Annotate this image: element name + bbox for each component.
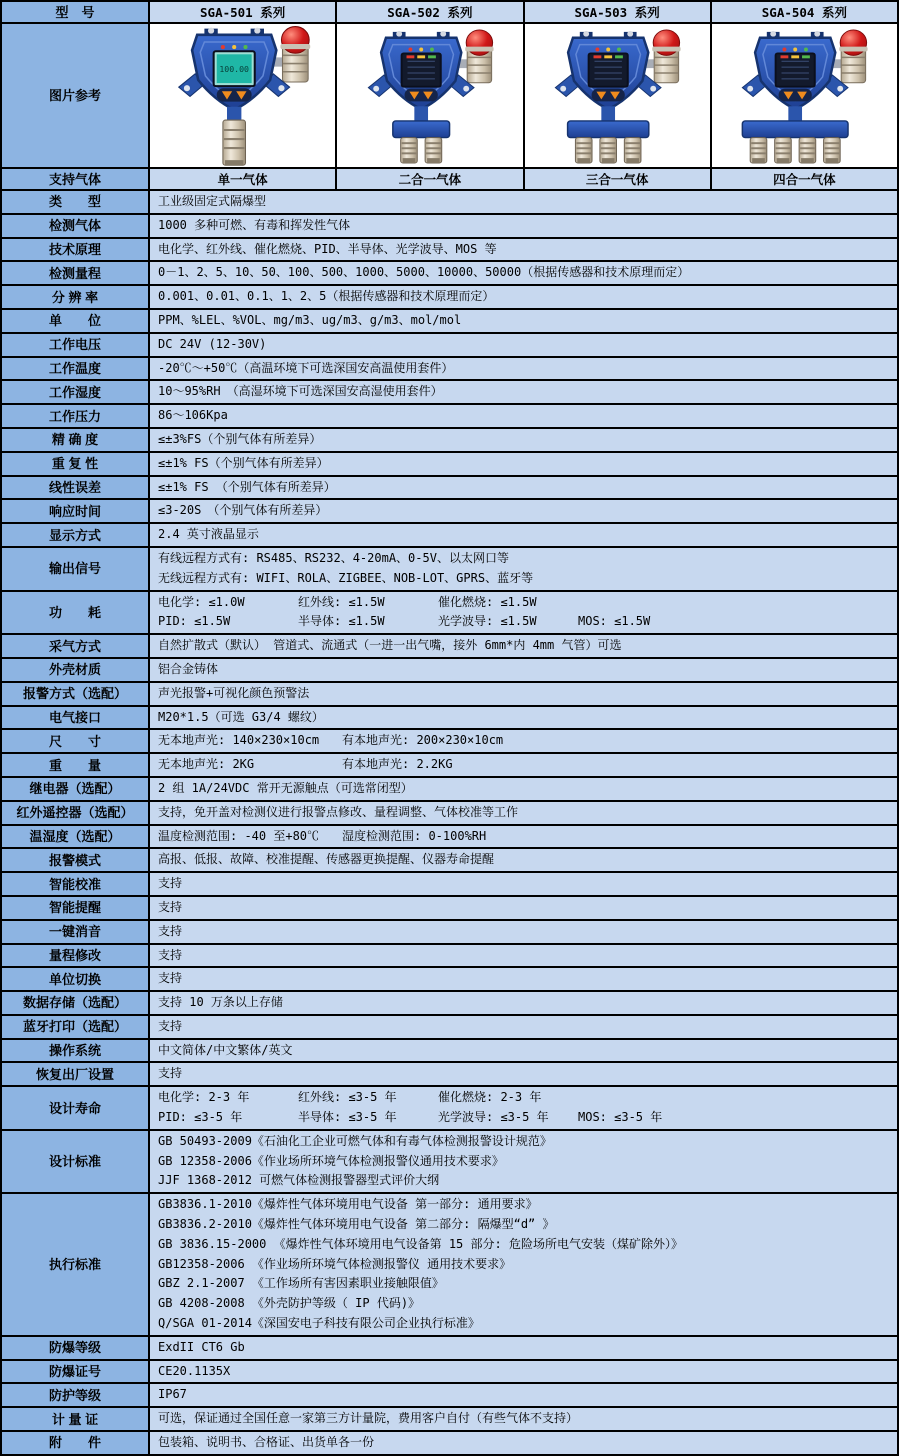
row-label: 防爆等级: [2, 1337, 150, 1359]
model-header-sga-504: SGA-504 系列: [761, 5, 847, 20]
photo-row: [2, 24, 897, 169]
value-line: 高报、低报、故障、校准提醒、传感器更换提醒、仪器寿命提醒: [158, 852, 495, 867]
row-label: 防爆证号: [2, 1361, 150, 1383]
value-segment: 半导体: ≤3-5 年: [298, 1110, 397, 1125]
value-segment: 红外线: ≤3-5 年: [298, 1090, 397, 1105]
value-segment: MOS: ≤1.5W: [578, 614, 651, 629]
row-value: [150, 1432, 897, 1454]
value-line: ≤±3%FS（个别气体有所差异）: [158, 431, 322, 446]
row-label-photo: 图片参考: [2, 24, 150, 167]
value-line: JJF 1368-2012 可燃气体检测报警器型式评价大纲: [158, 1173, 440, 1188]
value-segment: PID: ≤1.5W: [158, 614, 231, 629]
row-label: 设计寿命: [2, 1087, 150, 1129]
value-line: 0－1、2、5、10、50、100、500、1000、5000、10000、50000（根据传感器和技术原理而定）: [158, 265, 690, 280]
row-value: [150, 310, 897, 332]
value-line: 支持，免开盖对检测仪进行报警点修改、量程调整、气体校准等工作: [158, 804, 519, 819]
value-segment: 湿度检测范围: 0-100%RH: [342, 828, 487, 843]
device-image-sga-503: [526, 25, 708, 166]
row-value: [150, 334, 897, 356]
row-value: [150, 1194, 897, 1335]
spec-row: [2, 635, 897, 659]
value-segment: 温度检测范围: -40 至+80℃: [158, 828, 320, 843]
row-value: [150, 921, 897, 943]
spec-row: [2, 524, 897, 548]
row-label: 量程修改: [2, 945, 150, 967]
value-line: GB3836.1-2010《爆炸性气体环境用电气设备 第一部分: 通用要求》: [158, 1197, 538, 1212]
gas-type-2: 二合一气体: [337, 169, 524, 189]
gas-type-4: 四合一气体: [773, 172, 836, 187]
value-line: 支持: [158, 971, 183, 986]
device-image-sga-501: [152, 25, 334, 166]
device-image-sga-504: [713, 25, 895, 166]
row-value: [150, 754, 897, 776]
gas-type-1: 单一气体: [150, 169, 337, 189]
row-label: 线性误差: [2, 477, 150, 499]
spec-row: [2, 1194, 897, 1337]
value-line: 0.001、0.01、0.1、1、2、5（根据传感器和技术原理而定）: [158, 289, 495, 304]
value-line: 支持: [158, 1066, 183, 1081]
row-label: 重 量: [2, 754, 150, 776]
spec-row: [2, 992, 897, 1016]
value-line: GBZ 2.1-2007 《工作场所有害因素职业接触限值》: [158, 1276, 444, 1291]
value-line: 有线远程方式有: RS485、RS232、4-20mA、0-5V、以太网口等: [158, 550, 509, 565]
value-line: 工业级固定式隔爆型: [158, 194, 267, 208]
value-line: 自然扩散式（默认） 管道式、流通式（一进一出气嘴，接外 6mm*内 4mm 气管）可选: [158, 638, 622, 653]
value-line: GB 12358-2006《作业场所环境气体检测报警仪通用技术要求》: [158, 1153, 504, 1168]
value-line: CE20.1135X: [158, 1363, 231, 1378]
row-label: 继电器（选配）: [2, 778, 150, 800]
spec-row: [2, 358, 897, 382]
device-photo-1: [150, 24, 337, 167]
value-line: 支持: [158, 876, 183, 891]
row-label: 报警模式: [2, 849, 150, 871]
value-segment: 电化学: 2-3 年: [158, 1090, 250, 1105]
value-segment: PID: ≤3-5 年: [158, 1110, 243, 1125]
model-header-sga-503: SGA-503 系列: [525, 2, 712, 22]
row-label: 工作压力: [2, 405, 150, 427]
row-value: [150, 524, 897, 546]
row-value: [150, 1131, 897, 1192]
row-label: 功 耗: [2, 592, 150, 634]
row-value: [150, 477, 897, 499]
gas-row: [2, 169, 897, 191]
spec-row: [2, 1361, 897, 1385]
spec-row: [2, 897, 897, 921]
row-label: 单 位: [2, 310, 150, 332]
row-label-gas: 支持气体: [2, 169, 150, 189]
spec-row: [2, 453, 897, 477]
row-value: [150, 873, 897, 895]
value-line: 支持: [158, 947, 183, 962]
spec-row: [2, 683, 897, 707]
row-value: [150, 453, 897, 475]
row-label: 工作温度: [2, 358, 150, 380]
value-line: [158, 731, 891, 751]
row-value: [150, 429, 897, 451]
row-label: 检测气体: [2, 215, 150, 237]
value-line: GB12358-2006 《作业场所环境气体检测报警仪 通用技术要求》: [158, 1256, 512, 1271]
model-header-sga-502: SGA-502 系列: [337, 2, 524, 22]
device-photo-2: [337, 24, 524, 167]
row-value: [150, 1361, 897, 1383]
row-label: 分 辨 率: [2, 286, 150, 308]
row-value: [150, 849, 897, 871]
row-label: 外壳材质: [2, 659, 150, 681]
value-line: 1000 多种可燃、有毒和挥发性气体: [158, 217, 351, 232]
value-line: ≤±1% FS（个别气体有所差异）: [158, 455, 329, 470]
row-value: [150, 358, 897, 380]
value-segment: 无本地声光: 2KG: [158, 757, 255, 772]
spec-row: [2, 968, 897, 992]
value-line: [158, 593, 891, 613]
value-line: [158, 612, 891, 632]
device-photo-3: [525, 24, 712, 167]
value-segment: 有本地声光: 200×230×10cm: [342, 733, 504, 748]
device-image-sga-502: [339, 25, 521, 166]
value-line: 支持: [158, 1018, 183, 1033]
row-value: [150, 191, 897, 213]
value-line: 2.4 英寸液晶显示: [158, 527, 259, 542]
spec-row: [2, 849, 897, 873]
row-value: [150, 381, 897, 403]
row-label: 计 量 证: [2, 1408, 150, 1430]
value-line: PPM、%LEL、%VOL、mg/m3、ug/m3、g/m3、mol/mol: [158, 312, 462, 327]
value-line: 铝合金铸体: [158, 661, 219, 676]
row-label: 采气方式: [2, 635, 150, 657]
row-label: 操作系统: [2, 1040, 150, 1062]
row-value: [150, 826, 897, 848]
value-segment: 催化燃烧: 2-3 年: [438, 1090, 542, 1105]
value-segment: 红外线: ≤1.5W: [298, 594, 385, 609]
row-label: 恢复出厂设置: [2, 1063, 150, 1085]
row-value: [150, 1384, 897, 1406]
value-line: 可选，保证通过全国任意一家第三方计量院，费用客户自付（有些气体不支持）: [158, 1411, 579, 1426]
value-segment: 无本地声光: 140×230×10cm: [158, 733, 320, 748]
spec-row: [2, 1432, 897, 1456]
spec-row: [2, 754, 897, 778]
gas-type-3: 三合一气体: [525, 169, 712, 189]
value-line: 电化学、红外线、催化燃烧、PID、半导体、光学波导、MOS 等: [158, 241, 497, 256]
spec-row: [2, 500, 897, 524]
row-value: [150, 1016, 897, 1038]
row-value: [150, 945, 897, 967]
spec-row: [2, 945, 897, 969]
row-label: 设计标准: [2, 1131, 150, 1192]
spec-row: [2, 1040, 897, 1064]
row-label: 尺 寸: [2, 730, 150, 752]
row-label: 一键消音: [2, 921, 150, 943]
row-value: [150, 659, 897, 681]
value-line: IP67: [158, 1387, 187, 1402]
row-label: 数据存储（选配）: [2, 992, 150, 1014]
spec-row: [2, 826, 897, 850]
spec-row: [2, 381, 897, 405]
row-label: 类 型: [2, 191, 150, 213]
spec-row: [2, 548, 897, 592]
value-segment: 电化学: ≤1.0W: [158, 594, 245, 609]
spec-row: [2, 921, 897, 945]
spec-row: [2, 707, 897, 731]
model-header-row: [2, 2, 897, 24]
row-label: 响应时间: [2, 500, 150, 522]
row-label: 防护等级: [2, 1384, 150, 1406]
row-value: [150, 215, 897, 237]
value-segment: 光学波导: ≤3-5 年: [438, 1110, 549, 1125]
spec-row: [2, 286, 897, 310]
value-segment: 有本地声光: 2.2KG: [342, 757, 453, 772]
value-line: 支持: [158, 923, 183, 938]
spec-row: [2, 334, 897, 358]
value-segment: 催化燃烧: ≤1.5W: [438, 594, 537, 609]
value-line: ≤±1% FS （个别气体有所差异）: [158, 479, 336, 494]
spec-row: [2, 1063, 897, 1087]
row-value: [150, 730, 897, 752]
row-value: [150, 1337, 897, 1359]
value-line: 无线远程方式有: WIFI、ROLA、ZIGBEE、NOB-LOT、GPRS、蓝牙等: [158, 570, 534, 585]
value-line: GB 3836.15-2000 《爆炸性气体环境用电气设备第 15 部分: 危险场所电气安装（煤矿除外）》: [158, 1236, 683, 1251]
spec-rows: [2, 191, 897, 1456]
row-label: 工作湿度: [2, 381, 150, 403]
model-header-sga-501: SGA-501 系列: [150, 2, 337, 22]
spec-row: [2, 239, 897, 263]
value-line: Q/SGA 01-2014《深国安电子科技有限公司企业执行标准》: [158, 1316, 480, 1331]
value-line: GB 4208-2008 《外壳防护等级（ IP 代码)》: [158, 1296, 421, 1311]
value-segment: 半导体: ≤1.5W: [298, 614, 385, 629]
row-value: [150, 286, 897, 308]
value-segment: 光学波导: ≤1.5W: [438, 614, 537, 629]
row-value: [150, 802, 897, 824]
row-value: [150, 262, 897, 284]
row-label: 智能校准: [2, 873, 150, 895]
spec-row: [2, 592, 897, 636]
row-label: 蓝牙打印（选配）: [2, 1016, 150, 1038]
spec-row: [2, 477, 897, 501]
row-label: 单位切换: [2, 968, 150, 990]
spec-row: [2, 1337, 897, 1361]
row-value: [150, 592, 897, 634]
row-label: 智能提醒: [2, 897, 150, 919]
spec-row: [2, 215, 897, 239]
row-label: 红外遥控器（选配）: [2, 802, 150, 824]
value-line: [158, 755, 891, 775]
value-line: [158, 1108, 891, 1128]
value-line: -20℃～+50℃（高温环境下可选深国安高温使用套件）: [158, 360, 454, 375]
row-label-model: 型 号: [2, 2, 150, 22]
row-label: 显示方式: [2, 524, 150, 546]
value-line: 支持 10 万条以上存储: [158, 995, 283, 1010]
row-value: [150, 707, 897, 729]
value-segment: MOS: ≤3-5 年: [578, 1110, 663, 1125]
row-label: 工作电压: [2, 334, 150, 356]
value-line: GB3836.2-2010《爆炸性气体环境用电气设备 第二部分: 隔爆型“d” 》: [158, 1217, 555, 1232]
value-line: M20*1.5（可选 G3/4 螺纹）: [158, 709, 324, 724]
value-line: 包装箱、说明书、合格证、出货单各一份: [158, 1435, 375, 1450]
row-value: [150, 548, 897, 590]
row-value: [150, 992, 897, 1014]
value-line: 声光报警+可视化颜色预警法: [158, 685, 310, 700]
row-label: 附 件: [2, 1432, 150, 1454]
spec-row: [2, 310, 897, 334]
value-line: GB 50493-2009《石油化工企业可燃气体和有毒气体检测报警设计规范》: [158, 1133, 552, 1148]
value-line: [158, 1088, 891, 1108]
value-line: 86～106Kpa: [158, 408, 228, 423]
row-value: [150, 239, 897, 261]
device-photo-4: [712, 24, 897, 167]
value-line: DC 24V (12-30V): [158, 336, 267, 351]
value-line: 支持: [158, 899, 183, 914]
row-value: [150, 897, 897, 919]
row-label: 电气接口: [2, 707, 150, 729]
value-line: 中文简体/中文繁体/英文: [158, 1042, 293, 1057]
value-line: 10～95%RH （高湿环境下可选深国安高湿使用套件）: [158, 384, 443, 399]
spec-row: [2, 1131, 897, 1194]
spec-row: [2, 429, 897, 453]
row-value: [150, 405, 897, 427]
row-label: 重 复 性: [2, 453, 150, 475]
value-line: 2 组 1A/24VDC 常开无源触点（可选常闭型）: [158, 780, 413, 795]
spec-row: [2, 802, 897, 826]
value-line: [158, 827, 891, 847]
row-label: 技术原理: [2, 239, 150, 261]
spec-row: [2, 1408, 897, 1432]
row-value: [150, 500, 897, 522]
spec-row: [2, 1016, 897, 1040]
row-value: [150, 1087, 897, 1129]
row-value: [150, 683, 897, 705]
row-label: 执行标准: [2, 1194, 150, 1335]
row-value: [150, 968, 897, 990]
row-label: 检测量程: [2, 262, 150, 284]
row-value: [150, 778, 897, 800]
spec-row: [2, 262, 897, 286]
row-label: 精 确 度: [2, 429, 150, 451]
row-label: 输出信号: [2, 548, 150, 590]
row-label: 报警方式（选配）: [2, 683, 150, 705]
spec-row: [2, 778, 897, 802]
row-label: 温湿度（选配）: [2, 826, 150, 848]
row-value: [150, 1040, 897, 1062]
value-line: ≤3-20S （个别气体有所差异）: [158, 503, 328, 518]
row-value: [150, 635, 897, 657]
row-value: [150, 1063, 897, 1085]
spec-row: [2, 659, 897, 683]
spec-row: [2, 873, 897, 897]
svg-text:100.00: 100.00: [218, 63, 249, 74]
spec-row: [2, 191, 897, 215]
value-line: ExdII CT6 Gb: [158, 1339, 245, 1354]
spec-row: [2, 730, 897, 754]
spec-row: [2, 1384, 897, 1408]
spec-row: [2, 1087, 897, 1131]
row-value: [150, 1408, 897, 1430]
spec-row: [2, 405, 897, 429]
